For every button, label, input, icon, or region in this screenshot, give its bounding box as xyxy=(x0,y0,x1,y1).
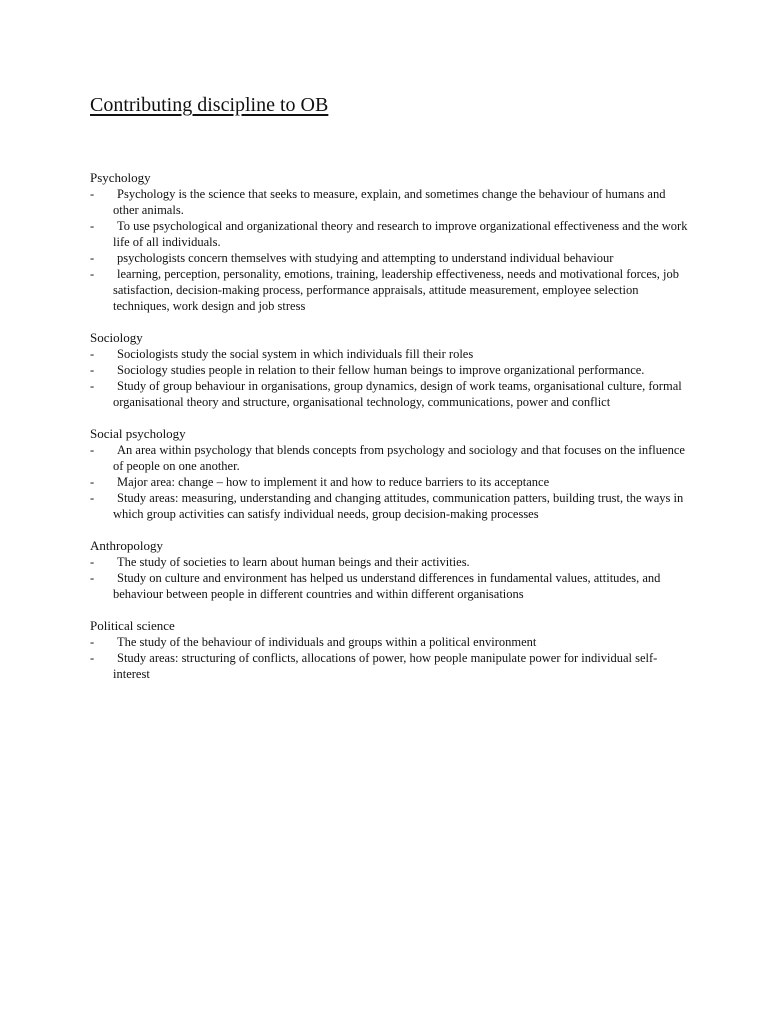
section-social-psychology xyxy=(90,426,690,522)
list-item: - The study of societies to learn about human beings and their activities. xyxy=(90,554,690,570)
section-heading: Sociology xyxy=(90,330,143,345)
section-heading: Political science xyxy=(90,618,175,633)
section-political-science xyxy=(90,618,690,682)
list-item: - An area within psychology that blends concepts from psychology and sociology and that focuses on the influence of people on one another. xyxy=(90,442,690,474)
list-item: - psychologists concern themselves with studying and attempting to understand individual behaviour xyxy=(90,250,690,266)
list-item: - Study areas: structuring of conflicts, allocations of power, how people manipulate power for individual self-interest xyxy=(90,650,690,682)
bullet-list xyxy=(90,554,690,602)
section-sociology xyxy=(90,330,690,410)
list-item: - The study of the behaviour of individuals and groups within a political environment xyxy=(90,634,690,650)
section-heading: Anthropology xyxy=(90,538,163,553)
bullet-list xyxy=(90,442,690,522)
bullet-list xyxy=(90,186,690,314)
document-title: Contributing discipline to OB xyxy=(90,94,329,116)
section-psychology xyxy=(90,170,690,314)
list-item: - learning, perception, personality, emotions, training, leadership effectiveness, needs and motivational forces, job satisfaction, decision-making process, performance appraisals, attitude measurement, employee selection techniques, work design and job stress xyxy=(90,266,690,314)
document-page xyxy=(90,92,690,698)
list-item: - Study areas: measuring, understanding and changing attitudes, communication patters, building trust, the ways in which group activities can satisfy individual needs, group decision-making processes xyxy=(90,490,690,522)
list-item: - Major area: change – how to implement it and how to reduce barriers to its acceptance xyxy=(90,474,690,490)
list-item: - Study on culture and environment has helped us understand differences in fundamental values, attitudes, and behaviour between people in different countries and within different organisations xyxy=(90,570,690,602)
list-item: - Psychology is the science that seeks to measure, explain, and sometimes change the behaviour of humans and other animals. xyxy=(90,186,690,218)
section-anthropology xyxy=(90,538,690,602)
list-item: - Sociologists study the social system in which individuals fill their roles xyxy=(90,346,690,362)
bullet-list xyxy=(90,634,690,682)
section-heading: Psychology xyxy=(90,170,151,185)
list-item: - Study of group behaviour in organisations, group dynamics, design of work teams, organisational culture, formal organisational theory and structure, organisational technology, communications, power and conflict xyxy=(90,378,690,410)
bullet-list xyxy=(90,346,690,410)
list-item: - To use psychological and organizational theory and research to improve organizational effectiveness and the work life of all individuals. xyxy=(90,218,690,250)
list-item: - Sociology studies people in relation to their fellow human beings to improve organizational performance. xyxy=(90,362,690,378)
section-heading: Social psychology xyxy=(90,426,186,441)
